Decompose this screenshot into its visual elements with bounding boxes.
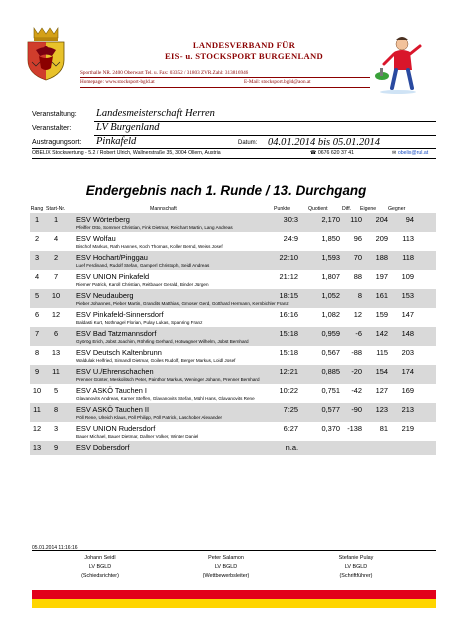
- points: n.a.: [285, 443, 298, 452]
- points: 18:15: [279, 291, 298, 300]
- own-score: 159: [375, 310, 388, 319]
- contact-mail[interactable]: [392, 150, 428, 156]
- mail-address[interactable]: obelix@rul.at: [397, 150, 429, 156]
- player-list: Bischof Markus, Rath Hannes, Koch Thomas, Koller Bernd, Weiss Josef: [76, 244, 223, 249]
- print-timestamp: 05.01.2014 11:16:16: [32, 545, 78, 551]
- col-start: Start-Nr.: [46, 206, 66, 212]
- start-number: 10: [51, 291, 61, 300]
- director-role: (Wettbewerbsleiter): [202, 573, 250, 579]
- quotient: 0,370: [321, 424, 340, 433]
- player-list: Pieber Johannes, Pieber Martin, Grandits Matthias, Gmoser Gerd, Gotthard Hermann, Kernbichler Franz: [76, 301, 289, 306]
- player-list: Luef Ferdinand, Rudolf Stefan, Gamperl Christoph, Seidl Andreas: [76, 263, 210, 268]
- own-score: 127: [375, 386, 388, 395]
- table-row: [30, 365, 436, 384]
- difference: -90: [351, 405, 362, 414]
- col-team: Mannschaft: [150, 206, 177, 212]
- rank: 2: [34, 234, 40, 243]
- difference: 8: [357, 291, 362, 300]
- rank: 10: [32, 386, 42, 395]
- opponent-score: 94: [405, 215, 414, 224]
- flag-stripe-red: [32, 590, 436, 599]
- quotient: 0,959: [321, 329, 340, 338]
- organizer-value: LV Burgenland: [96, 122, 160, 133]
- team-name: ESV Wolfau: [76, 234, 116, 243]
- org-title-line2: EIS- u. STOCKSPORT BURGENLAND: [164, 51, 324, 61]
- coat-of-arms-icon: [22, 26, 70, 82]
- software-credit: OBELIX Stockwertung - 5.2 / Robert Ulrich, Wallnerstraße 35, 3004 Ollern, Austria: [32, 150, 221, 156]
- start-number: 9: [53, 443, 59, 452]
- org-contact: [80, 79, 311, 85]
- quotient: 0,885: [321, 367, 340, 376]
- player-list: Prenner Günter, Meskolitsch Peter, Painthor Markus, Weninger Johann, Prenner Bernhard: [76, 377, 260, 382]
- points: 16:16: [279, 310, 298, 319]
- phone-number: ☎ 0676 620 37 41: [310, 150, 354, 156]
- software-info: [32, 150, 436, 156]
- own-score: 188: [375, 253, 388, 262]
- date-value: 04.01.2014 bis 05.01.2014: [268, 137, 381, 148]
- col-diff: Diff.: [342, 206, 352, 212]
- homepage-link[interactable]: Homepage: www.stocksport-bgld.at: [80, 79, 155, 85]
- points: 24:9: [283, 234, 298, 243]
- opponent-score: 174: [401, 367, 414, 376]
- start-number: 12: [51, 310, 61, 319]
- difference: -138: [347, 424, 362, 433]
- points: 30:3: [283, 215, 298, 224]
- start-number: 4: [53, 234, 59, 243]
- table-row: [30, 422, 436, 441]
- quotient: 1,850: [321, 234, 340, 243]
- col-quotient: Quotient: [308, 206, 328, 212]
- team-name: ESV UNION Pinkafeld: [76, 272, 150, 281]
- table-row: [30, 384, 436, 403]
- team-name: ESV Wörterberg: [76, 215, 130, 224]
- start-number: 3: [53, 424, 59, 433]
- player-list: Bauer Michael, Bauer Dietmar, Dallner Volker, Winter Daniel: [76, 434, 199, 439]
- col-gegner: Gegner: [388, 206, 406, 212]
- col-rang: Rang: [30, 206, 44, 212]
- referee-name: Johann Seidl: [84, 555, 116, 561]
- quotient: 2,170: [321, 215, 340, 224]
- table-row: [30, 251, 436, 270]
- table-row: [30, 289, 436, 308]
- footer-divider: [32, 550, 436, 551]
- org-title-line1: LANDESVERBAND FÜR: [192, 40, 296, 50]
- quotient: 1,593: [321, 253, 340, 262]
- player-list: Pöll Rene, Ulreich Klaus, Pöll Philipp, Pöll Patrick, Laschober Alexander: [76, 415, 223, 420]
- mail-icon: ✉: [392, 150, 397, 156]
- difference: 12: [353, 310, 362, 319]
- difference: 110: [350, 215, 362, 224]
- start-number: 7: [53, 272, 59, 281]
- info-divider-top: [32, 148, 436, 149]
- referee-role: (Schiedsrichter): [81, 573, 119, 579]
- table-row: [30, 441, 436, 455]
- own-score: 209: [375, 234, 388, 243]
- points: 12:21: [279, 367, 298, 376]
- opponent-score: 148: [401, 329, 414, 338]
- team-name: ESV Neudauberg: [76, 291, 134, 300]
- start-number: 13: [51, 348, 61, 357]
- rank: 7: [34, 329, 40, 338]
- event-value: Landesmeisterschaft Herren: [96, 108, 215, 119]
- org-email-link[interactable]: E-Mail: stocksport.bgld@aon.at: [244, 79, 311, 85]
- rank: 4: [34, 272, 40, 281]
- rank: 9: [34, 367, 40, 376]
- rank: 6: [34, 310, 40, 319]
- points: 21:12: [279, 272, 298, 281]
- col-punkte: Punkte: [274, 206, 291, 212]
- event-label: Veranstaltung:: [32, 111, 77, 118]
- quotient: 0,751: [321, 386, 340, 395]
- own-score: 142: [375, 329, 388, 338]
- own-score: 204: [375, 215, 388, 224]
- team-name: ESV Hochart/Pinggau: [76, 253, 148, 262]
- info-divider-bottom: [32, 158, 436, 159]
- header-divider: [80, 77, 370, 78]
- table-row: [30, 327, 436, 346]
- player-list: Baldasti Kurt, Nothnagel Florian, Pulay Lukas, Spanring Franz: [76, 320, 203, 325]
- opponent-score: 153: [401, 291, 414, 300]
- director-name: Peter Salamon: [208, 555, 244, 561]
- opponent-score: 203: [401, 348, 414, 357]
- curler-mascot-icon: [372, 34, 424, 96]
- player-list: Pfeiffer Otto, Sommer Christian, Fink Dietmar, Reichart Martin, Lang Andreas: [76, 225, 233, 230]
- own-score: 123: [375, 405, 388, 414]
- secretary-role: (Schriftführer): [339, 573, 373, 579]
- opponent-score: 147: [401, 310, 414, 319]
- team-name: ESV UNION Rudersdorf: [76, 424, 156, 433]
- rank: 8: [34, 348, 40, 357]
- secretary-org: LV BGLD: [344, 564, 368, 570]
- difference: 88: [353, 272, 362, 281]
- secretary-name: Stefanie Pulay: [338, 555, 374, 561]
- points: 22:10: [279, 253, 298, 262]
- table-row: [30, 403, 436, 422]
- points: 6:27: [283, 424, 298, 433]
- rank: 3: [34, 253, 40, 262]
- opponent-score: 109: [401, 272, 414, 281]
- difference: -88: [351, 348, 362, 357]
- team-name: ESV ASKÖ Tauchen I: [76, 386, 147, 395]
- director-org: LV BGLD: [214, 564, 238, 570]
- player-list: Waldulak Helfried, Simandl Dietmar, Goiles Rudolf, Berger Markus, Loidl Josef: [76, 358, 236, 363]
- rank: 11: [33, 405, 41, 414]
- start-number: 8: [53, 405, 59, 414]
- opponent-score: 118: [402, 253, 414, 262]
- venue-label: Austragungsort:: [32, 139, 82, 146]
- opponent-score: 169: [401, 386, 414, 395]
- rank: 1: [34, 215, 40, 224]
- start-number: 2: [53, 253, 59, 262]
- own-score: 154: [375, 367, 388, 376]
- difference: 96: [353, 234, 362, 243]
- opponent-score: 113: [402, 234, 414, 243]
- own-score: 115: [376, 348, 388, 357]
- signature-director: [166, 554, 286, 581]
- difference: 70: [353, 253, 362, 262]
- table-row: [30, 213, 436, 232]
- team-name: ESV Dobersdorf: [76, 443, 130, 452]
- organizer-underline: [94, 135, 436, 136]
- team-name: ESV Deutsch Kaltenbrunn: [76, 348, 162, 357]
- difference: -6: [355, 329, 362, 338]
- difference: -20: [351, 367, 362, 376]
- quotient: 1,082: [321, 310, 340, 319]
- org-title: [128, 40, 360, 62]
- signature-referee: [40, 554, 160, 581]
- points: 10:22: [279, 386, 298, 395]
- quotient: 0,577: [321, 405, 340, 414]
- team-name: ESV Bad Tatzmannsdorf: [76, 329, 157, 338]
- page-title: Endergebnis nach 1. Runde / 13. Durchgang: [85, 183, 367, 198]
- player-list: Riemer Patrick, Karoll Christian, Reitbauer Gerald, Binder Jürgen: [76, 282, 209, 287]
- quotient: 1,052: [321, 291, 340, 300]
- own-score: 197: [375, 272, 388, 281]
- signature-secretary: [296, 554, 416, 581]
- points: 15:18: [279, 329, 298, 338]
- player-list: Györög Erich, Jobst Joachim, Röhrling Gerhard, Hotwagner Wilhelm, Jobst Bernhard: [76, 339, 249, 344]
- start-number: 5: [53, 386, 59, 395]
- table-row: [30, 346, 436, 365]
- header-divider-lower: [80, 87, 370, 88]
- rank: 13: [32, 443, 42, 452]
- team-name: ESV Pinkafeld-Sinnersdorf: [76, 310, 164, 319]
- table-row: [30, 270, 436, 289]
- quotient: 1,807: [321, 272, 340, 281]
- venue-value: Pinkafeld: [96, 136, 137, 147]
- quotient: 0,567: [321, 348, 340, 357]
- team-name: ESV ASKÖ Tauchen II: [76, 405, 149, 414]
- points: 15:18: [279, 348, 298, 357]
- team-name: ESV U./Ehrenschachen: [76, 367, 154, 376]
- opponent-score: 213: [401, 405, 414, 414]
- organizer-label: Veranstalter:: [32, 125, 72, 132]
- referee-org: LV BGLD: [88, 564, 112, 570]
- date-label: Datum:: [238, 140, 258, 146]
- flag-stripe-yellow: [32, 599, 436, 608]
- org-address: Sporthalle NR. 2400 Oberwart Tel. u. Fax: 03352 / 31803 ZVR.Zahl: 313816946: [80, 70, 249, 76]
- start-number: 11: [52, 367, 60, 376]
- rank: 5: [34, 291, 40, 300]
- start-number: 6: [53, 329, 59, 338]
- opponent-score: 219: [401, 424, 414, 433]
- own-score: 81: [379, 424, 388, 433]
- difference: -42: [351, 386, 362, 395]
- start-number: 1: [53, 215, 59, 224]
- player-list: Glavanovits Andreas, Karner Steffen, Glavanovits Stefan, Mühl Hans, Glavanovits Rene: [76, 396, 255, 401]
- table-row: [30, 232, 436, 251]
- table-row: [30, 308, 436, 327]
- rank: 12: [32, 424, 42, 433]
- col-eigene: Eigene: [360, 206, 377, 212]
- own-score: 161: [375, 291, 388, 300]
- points: 7:25: [283, 405, 298, 414]
